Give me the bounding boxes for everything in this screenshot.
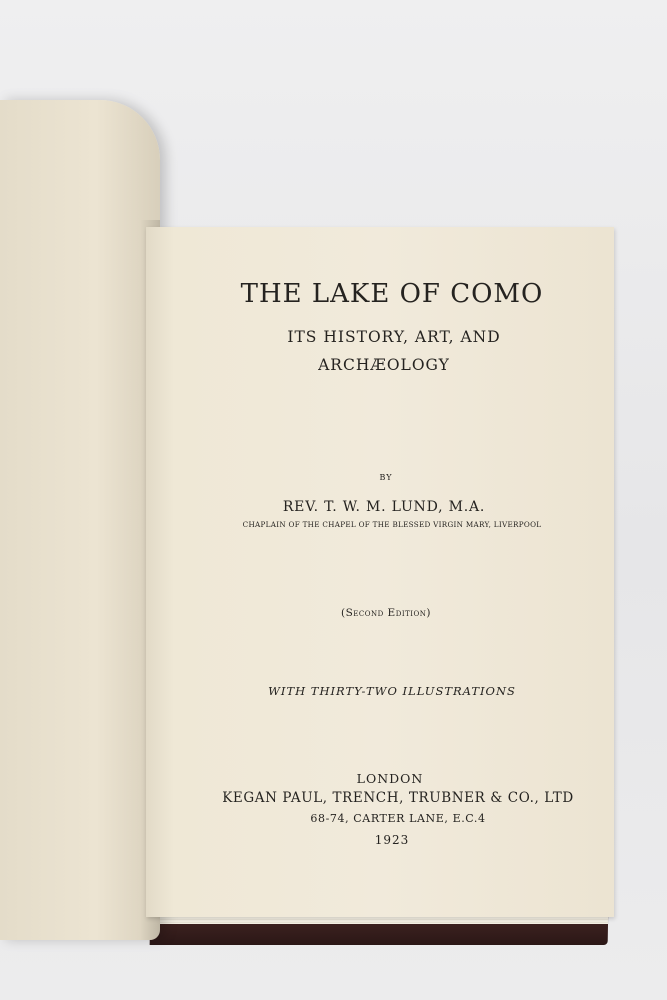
publisher-city: LONDON [356, 771, 424, 786]
illustrations-note: WITH THIRTY-TWO ILLUSTRATIONS [268, 684, 516, 698]
edition-label: (Second Edition) [340, 607, 431, 619]
publisher-name: KEGAN PAUL, TRENCH, TRUBNER & CO., LTD [222, 790, 574, 806]
subtitle-line-1: ITS HISTORY, ART, AND [287, 328, 501, 346]
publisher-address: 68-74, CARTER LANE, E.C.4 [310, 812, 486, 825]
publication-year: 1923 [374, 833, 410, 847]
title-page [146, 227, 614, 917]
left-page [0, 100, 160, 940]
author-name: REV. T. W. M. LUND, M.A. [282, 499, 486, 515]
author-role: CHAPLAIN OF THE CHAPEL OF THE BLESSED VIRGIN MARY, LIVERPOOL [242, 520, 542, 529]
subtitle-line-2: ARCHÆOLOGY [318, 356, 450, 374]
book-title: THE LAKE OF COMO [240, 279, 544, 309]
by-label: BY [379, 473, 393, 482]
